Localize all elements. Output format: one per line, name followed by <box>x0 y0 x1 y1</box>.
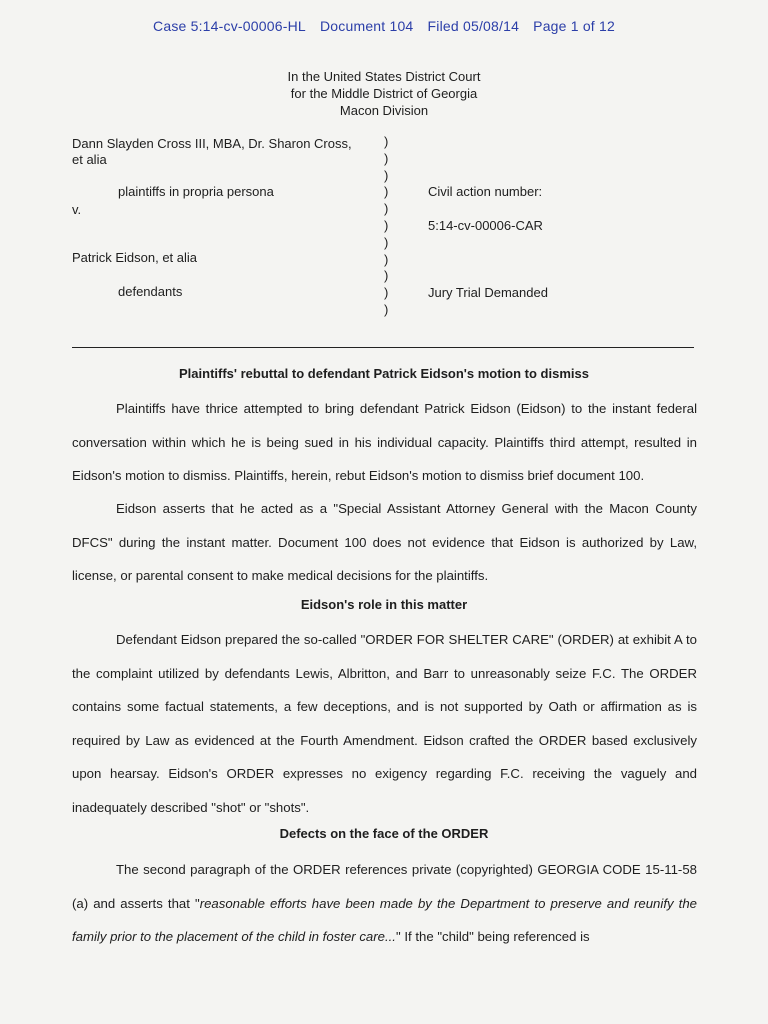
case-number: Case 5:14-cv-00006-HL <box>153 18 306 34</box>
court-heading <box>0 68 768 119</box>
caption-parentheses: ) ) ) ) ) ) ) ) ) ) ) <box>384 134 389 317</box>
defendants-role: defendants <box>118 284 183 299</box>
civil-action-number: 5:14-cv-00006-CAR <box>428 218 543 233</box>
paragraph-4-start: The second paragraph of the ORDER references private (copyrighted) GEORGIA CODE 15-11-58 (a) and asserts that " <box>72 862 697 911</box>
document-number: Document 104 <box>319 18 414 34</box>
paragraph-3-text: Defendant Eidson prepared the so-called "ORDER FOR SHELTER CARE" (ORDER) at exhibit A to the complaint utilized by defendants Lewis, Albritton, and Barr to unreasonably seize F.C. The ORDER contains some factual statements, a few deceptions, and is not supported by Oath or affirmation as is required by Law as evidenced at the Fourth Amendment. Eidson crafted the ORDER based exclusively upon hearsay. Eidson's ORDER expresses no exigency regarding F.C. receiving the vaguely and inadequately described "shot" or "shots". <box>72 632 697 815</box>
court-line-2: for the Middle District of Georgia <box>290 86 478 101</box>
section-heading-eidson-role: Eidson's role in this matter <box>300 597 468 612</box>
section-heading-order-defects: Defects on the face of the ORDER <box>279 826 489 841</box>
filed-date: Filed 05/08/14 <box>427 18 520 34</box>
paragraph-1-text: Plaintiffs have thrice attempted to bring defendant Patrick Eidson (Eidson) to the instant federal conversation within which he is being sued in his individual capacity. Plaintiffs third attempt, resulted in Eidson's motion to dismiss. Plaintiffs, herein, rebut Eidson's motion to dismiss brief document 100. <box>72 401 697 483</box>
paragraph-2-text: Eidson asserts that he acted as a "Special Assistant Attorney General with the Macon County DFCS" during the instant matter. Document 100 does not evidence that Eidson is authorized by Law, license, or parental consent to make medical decisions for the plaintiffs. <box>72 501 697 583</box>
paragraph-4 <box>72 853 697 954</box>
court-line-1: In the United States District Court <box>287 69 481 84</box>
jury-demand: Jury Trial Demanded <box>428 285 548 300</box>
defendants-names: Patrick Eidson, et alia <box>72 250 198 265</box>
paragraph-2 <box>72 492 697 593</box>
caption-divider <box>72 347 694 348</box>
paragraph-1 <box>72 392 697 493</box>
civil-action-label: Civil action number: <box>428 184 543 199</box>
paragraph-3 <box>72 623 697 824</box>
document-title: Plaintiffs' rebuttal to defendant Patrick Eidson's motion to dismiss <box>179 366 589 381</box>
paragraph-4-quote: reasonable efforts have been made by the Department to preserve and reunify the family prior to the placement of the child in foster care... <box>72 895 698 944</box>
filing-header <box>0 18 768 34</box>
paragraph-4-text <box>72 853 697 954</box>
plaintiffs-et-alia: et alia <box>72 152 107 167</box>
page-number: Page 1 of 12 <box>533 18 615 34</box>
plaintiffs-role: plaintiffs in propria persona <box>118 184 274 199</box>
paragraph-4-end: " If the "child" being referenced is <box>395 929 590 944</box>
plaintiffs-names: Dann Slayden Cross III, MBA, Dr. Sharon Cross, <box>72 136 352 151</box>
versus: v. <box>72 202 82 217</box>
court-line-3: Macon Division <box>339 103 429 118</box>
